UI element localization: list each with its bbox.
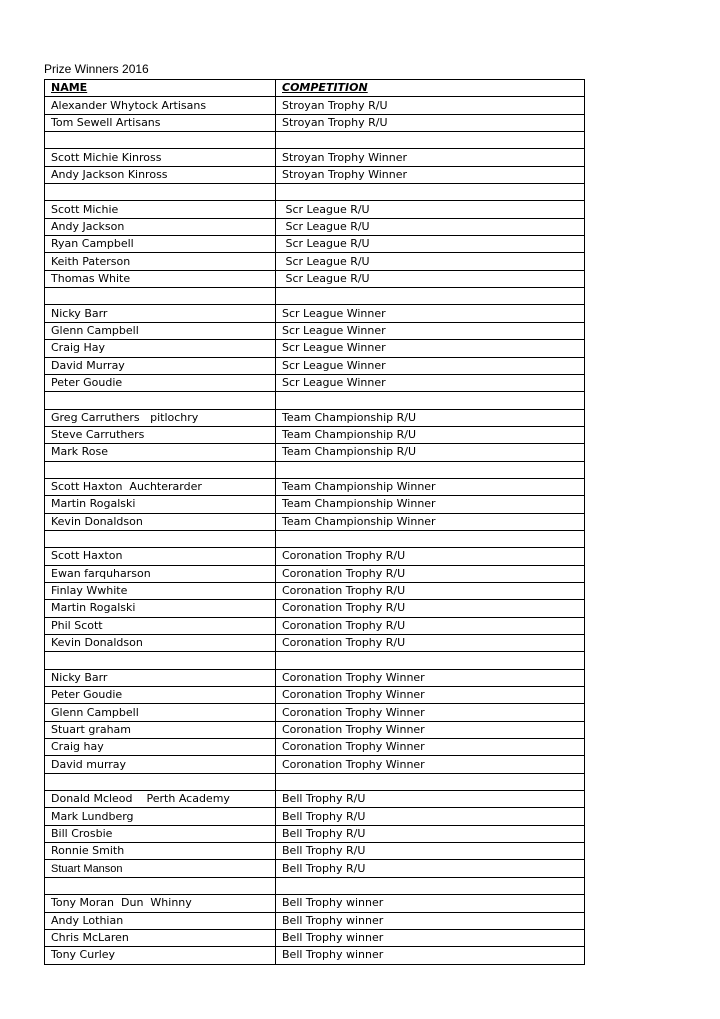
winner-name-cell: Ronnie Smith xyxy=(45,843,276,860)
competition-cell: Scr League R/U xyxy=(276,253,585,270)
winner-name-cell: David Murray xyxy=(45,357,276,374)
table-row xyxy=(45,808,585,825)
winner-name-cell: Scott Michie Kinross xyxy=(45,149,276,166)
table-row xyxy=(45,530,585,547)
winner-name-cell: Scott Haxton xyxy=(45,548,276,565)
winner-name-cell xyxy=(45,184,276,201)
winner-name-cell xyxy=(45,877,276,894)
competition-cell: Team Championship Winner xyxy=(276,513,585,530)
winner-name-cell: Stuart graham xyxy=(45,721,276,738)
winner-name-cell xyxy=(45,288,276,305)
winner-name-cell: Steve Carruthers xyxy=(45,426,276,443)
table-row xyxy=(45,340,585,357)
competition-cell: Scr League Winner xyxy=(276,374,585,391)
table-row xyxy=(45,149,585,166)
table-row xyxy=(45,582,585,599)
winner-name-cell: Mark Rose xyxy=(45,444,276,461)
table-row xyxy=(45,895,585,912)
competition-cell: Stroyan Trophy R/U xyxy=(276,114,585,131)
table-row xyxy=(45,305,585,322)
table-row xyxy=(45,166,585,183)
winner-name-cell xyxy=(45,530,276,547)
winner-name-cell: Keith Paterson xyxy=(45,253,276,270)
winner-name-cell: Glenn Campbell xyxy=(45,322,276,339)
winner-name-cell: Craig Hay xyxy=(45,340,276,357)
competition-cell: Bell Trophy R/U xyxy=(276,825,585,842)
winner-name-cell xyxy=(45,132,276,149)
header-competition: COMPETITION xyxy=(276,80,585,97)
competition-cell: Bell Trophy winner xyxy=(276,929,585,946)
competition-cell xyxy=(276,184,585,201)
table-row xyxy=(45,409,585,426)
competition-cell: Team Championship R/U xyxy=(276,426,585,443)
table-row xyxy=(45,565,585,582)
competition-cell xyxy=(276,530,585,547)
competition-cell: Bell Trophy R/U xyxy=(276,791,585,808)
competition-cell: Coronation Trophy Winner xyxy=(276,669,585,686)
competition-cell: Stroyan Trophy Winner xyxy=(276,149,585,166)
competition-cell: Coronation Trophy Winner xyxy=(276,721,585,738)
table-row xyxy=(45,825,585,842)
table-row xyxy=(45,739,585,756)
winner-name-cell: Ryan Campbell xyxy=(45,236,276,253)
table-row xyxy=(45,635,585,652)
competition-cell: Bell Trophy winner xyxy=(276,895,585,912)
competition-cell: Coronation Trophy R/U xyxy=(276,548,585,565)
table-row xyxy=(45,288,585,305)
table-row xyxy=(45,929,585,946)
winner-name-cell: Craig hay xyxy=(45,739,276,756)
competition-cell: Coronation Trophy R/U xyxy=(276,565,585,582)
table-row xyxy=(45,721,585,738)
winner-name-cell: Kevin Donaldson xyxy=(45,513,276,530)
table-row xyxy=(45,600,585,617)
winner-name-cell: Bill Crosbie xyxy=(45,825,276,842)
winner-name-cell xyxy=(45,461,276,478)
page-title: Prize Winners 2016 xyxy=(44,62,149,76)
table-row xyxy=(45,548,585,565)
winner-name-cell xyxy=(45,652,276,669)
header-name: NAME xyxy=(45,80,276,97)
competition-cell: Bell Trophy R/U xyxy=(276,808,585,825)
table-row xyxy=(45,444,585,461)
table-row xyxy=(45,236,585,253)
table-row xyxy=(45,860,585,877)
competition-cell: Team Championship R/U xyxy=(276,444,585,461)
winner-name-cell: Stuart Manson xyxy=(45,860,276,877)
table-row xyxy=(45,114,585,131)
competition-cell: Bell Trophy R/U xyxy=(276,860,585,877)
competition-cell: Scr League R/U xyxy=(276,201,585,218)
table-row xyxy=(45,773,585,790)
table-row xyxy=(45,426,585,443)
table-header-row xyxy=(45,80,585,97)
table-row xyxy=(45,669,585,686)
winner-name-cell: Finlay Wwhite xyxy=(45,582,276,599)
table-row xyxy=(45,392,585,409)
winner-name-cell: Scott Haxton Auchterarder xyxy=(45,478,276,495)
winner-name-cell: Glenn Campbell xyxy=(45,704,276,721)
winner-name-cell: Kevin Donaldson xyxy=(45,635,276,652)
table-row xyxy=(45,843,585,860)
table-row xyxy=(45,322,585,339)
winner-name-cell: Tony Curley xyxy=(45,947,276,964)
competition-cell: Team Championship R/U xyxy=(276,409,585,426)
competition-cell xyxy=(276,461,585,478)
table-row xyxy=(45,132,585,149)
winner-name-cell: Nicky Barr xyxy=(45,305,276,322)
competition-cell: Coronation Trophy Winner xyxy=(276,739,585,756)
table-row xyxy=(45,253,585,270)
winner-name-cell: Peter Goudie xyxy=(45,687,276,704)
table-row xyxy=(45,357,585,374)
competition-cell: Scr League Winner xyxy=(276,322,585,339)
winner-name-cell: Chris McLaren xyxy=(45,929,276,946)
competition-cell: Bell Trophy R/U xyxy=(276,843,585,860)
competition-cell: Coronation Trophy R/U xyxy=(276,635,585,652)
competition-cell xyxy=(276,132,585,149)
winner-name-cell: Phil Scott xyxy=(45,617,276,634)
winner-name-cell: Andy Jackson Kinross xyxy=(45,166,276,183)
competition-cell xyxy=(276,392,585,409)
table-row xyxy=(45,201,585,218)
table-row xyxy=(45,791,585,808)
competition-cell: Scr League Winner xyxy=(276,340,585,357)
competition-cell: Stroyan Trophy Winner xyxy=(276,166,585,183)
competition-cell: Stroyan Trophy R/U xyxy=(276,97,585,114)
table-row xyxy=(45,652,585,669)
competition-cell xyxy=(276,652,585,669)
competition-cell xyxy=(276,773,585,790)
winner-name-cell: Tony Moran Dun Whinny xyxy=(45,895,276,912)
winner-name-cell: Martin Rogalski xyxy=(45,600,276,617)
table-row xyxy=(45,478,585,495)
table-row xyxy=(45,877,585,894)
winner-name-cell: Peter Goudie xyxy=(45,374,276,391)
winner-name-cell: Donald Mcleod Perth Academy xyxy=(45,791,276,808)
table-row xyxy=(45,270,585,287)
table-row xyxy=(45,496,585,513)
winner-name-cell: Mark Lundberg xyxy=(45,808,276,825)
competition-cell: Bell Trophy winner xyxy=(276,912,585,929)
table-row xyxy=(45,617,585,634)
competition-cell xyxy=(276,877,585,894)
competition-cell: Scr League R/U xyxy=(276,218,585,235)
competition-cell: Bell Trophy winner xyxy=(276,947,585,964)
competition-cell: Coronation Trophy R/U xyxy=(276,617,585,634)
winner-name-cell: Andy Lothian xyxy=(45,912,276,929)
winner-name-cell: Thomas White xyxy=(45,270,276,287)
winner-name-cell: Alexander Whytock Artisans xyxy=(45,97,276,114)
competition-cell: Scr League Winner xyxy=(276,357,585,374)
competition-cell: Scr League Winner xyxy=(276,305,585,322)
prize-winners-table xyxy=(44,79,585,965)
competition-cell: Team Championship Winner xyxy=(276,496,585,513)
winner-name-cell: Ewan farquharson xyxy=(45,565,276,582)
winner-name-cell xyxy=(45,773,276,790)
competition-cell: Coronation Trophy Winner xyxy=(276,687,585,704)
table-body xyxy=(45,97,585,964)
competition-cell xyxy=(276,288,585,305)
competition-cell: Scr League R/U xyxy=(276,270,585,287)
winner-name-cell: Martin Rogalski xyxy=(45,496,276,513)
table-row xyxy=(45,756,585,773)
winner-name-cell: Andy Jackson xyxy=(45,218,276,235)
table-row xyxy=(45,704,585,721)
table-row xyxy=(45,184,585,201)
competition-cell: Coronation Trophy Winner xyxy=(276,704,585,721)
competition-cell: Coronation Trophy Winner xyxy=(276,756,585,773)
table-row xyxy=(45,947,585,964)
table-row xyxy=(45,912,585,929)
competition-cell: Scr League R/U xyxy=(276,236,585,253)
competition-cell: Coronation Trophy R/U xyxy=(276,600,585,617)
winner-name-cell: Greg Carruthers pitlochry xyxy=(45,409,276,426)
winner-name-cell xyxy=(45,392,276,409)
competition-cell: Coronation Trophy R/U xyxy=(276,582,585,599)
winner-name-cell: David murray xyxy=(45,756,276,773)
table-row xyxy=(45,97,585,114)
winner-name-cell: Nicky Barr xyxy=(45,669,276,686)
winner-name-cell: Scott Michie xyxy=(45,201,276,218)
table-row xyxy=(45,218,585,235)
winner-name-cell: Tom Sewell Artisans xyxy=(45,114,276,131)
table-row xyxy=(45,461,585,478)
competition-cell: Team Championship Winner xyxy=(276,478,585,495)
table-row xyxy=(45,374,585,391)
table-row xyxy=(45,687,585,704)
table-row xyxy=(45,513,585,530)
